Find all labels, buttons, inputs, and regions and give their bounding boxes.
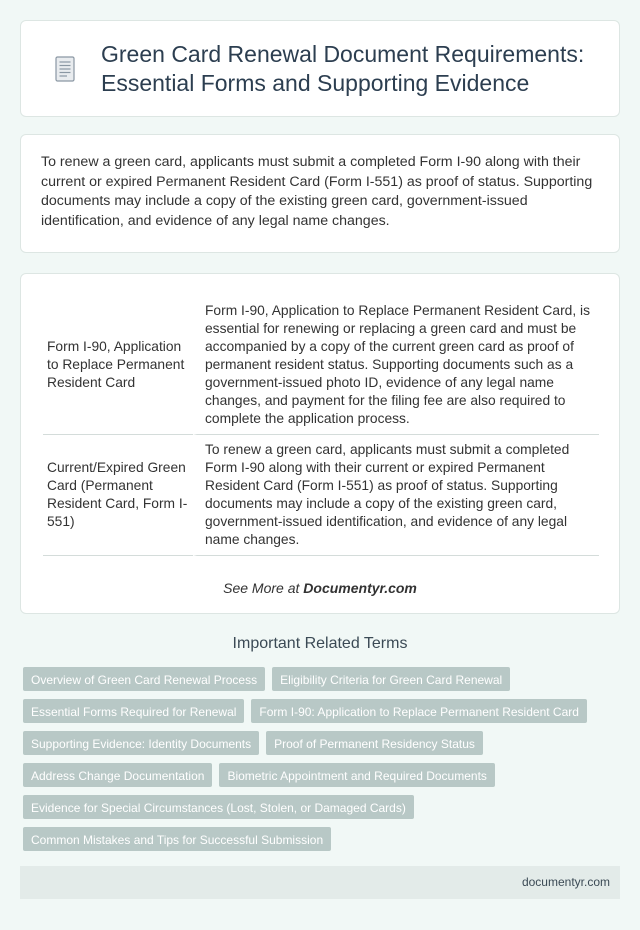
table-row-value: To renew a green card, applicants must submit a completed Form I-90 along with their current or expired Permanent Resident Card (Form I-551) as proof of status. Supporting documents may include a copy of the existing green card, government-issued identification, and evidence of any legal name changes. bbox=[193, 435, 599, 556]
table-row-key: Form I-90, Application to Replace Permanent Resident Card bbox=[43, 296, 193, 435]
table-row bbox=[43, 296, 599, 435]
related-terms-title: Important Related Terms bbox=[232, 635, 408, 652]
footer-site-link[interactable]: documentyr.com bbox=[521, 875, 610, 889]
related-terms-tags bbox=[23, 667, 623, 851]
related-term-tag[interactable]: Eligibility Criteria for Green Card Renewal bbox=[272, 667, 510, 691]
related-term-tag[interactable]: Overview of Green Card Renewal Process bbox=[23, 667, 265, 691]
related-term-tag[interactable]: Biometric Appointment and Required Documents bbox=[219, 763, 494, 787]
see-more-link[interactable]: Documentyr.com bbox=[303, 580, 417, 596]
page-title: Green Card Renewal Document Requirements: Essential Forms and Supporting Evidence bbox=[101, 40, 585, 96]
see-more-prefix: See More at bbox=[223, 580, 300, 596]
see-more bbox=[43, 580, 597, 596]
related-term-tag[interactable]: Address Change Documentation bbox=[23, 763, 212, 787]
related-term-tag[interactable]: Common Mistakes and Tips for Successful Submission bbox=[23, 827, 331, 851]
related-term-tag[interactable]: Essential Forms Required for Renewal bbox=[23, 699, 244, 723]
intro-card bbox=[20, 134, 620, 253]
title-card bbox=[20, 20, 620, 117]
document-icon bbox=[51, 55, 79, 83]
table-row bbox=[43, 435, 599, 556]
footer bbox=[20, 866, 620, 899]
table-row-value: Form I-90, Application to Replace Permanent Resident Card, is essential for renewing or replacing a green card and must be accompanied by a copy of the current green card as proof of permanent resident status. Supporting documents such as a government-issued photo ID, evidence of any legal name changes, and payment for the filing fee are also required to complete the application process. bbox=[193, 296, 599, 435]
related-term-tag[interactable]: Form I-90: Application to Replace Permanent Resident Card bbox=[251, 699, 587, 723]
intro-paragraph: To renew a green card, applicants must submit a completed Form I-90 along with their current or expired Permanent Resident Card (Form I-551) as proof of status. Supporting documents may include a copy of the existing green card, government-issued identification, and evidence of any legal name changes. bbox=[41, 154, 593, 229]
requirements-table bbox=[43, 296, 599, 556]
table-row-key: Current/Expired Green Card (Permanent Resident Card, Form I-551) bbox=[43, 435, 193, 556]
related-term-tag[interactable]: Proof of Permanent Residency Status bbox=[266, 731, 483, 755]
related-term-tag[interactable]: Evidence for Special Circumstances (Lost, Stolen, or Damaged Cards) bbox=[23, 795, 414, 819]
requirements-table-card bbox=[20, 273, 620, 614]
related-term-tag[interactable]: Supporting Evidence: Identity Documents bbox=[23, 731, 259, 755]
